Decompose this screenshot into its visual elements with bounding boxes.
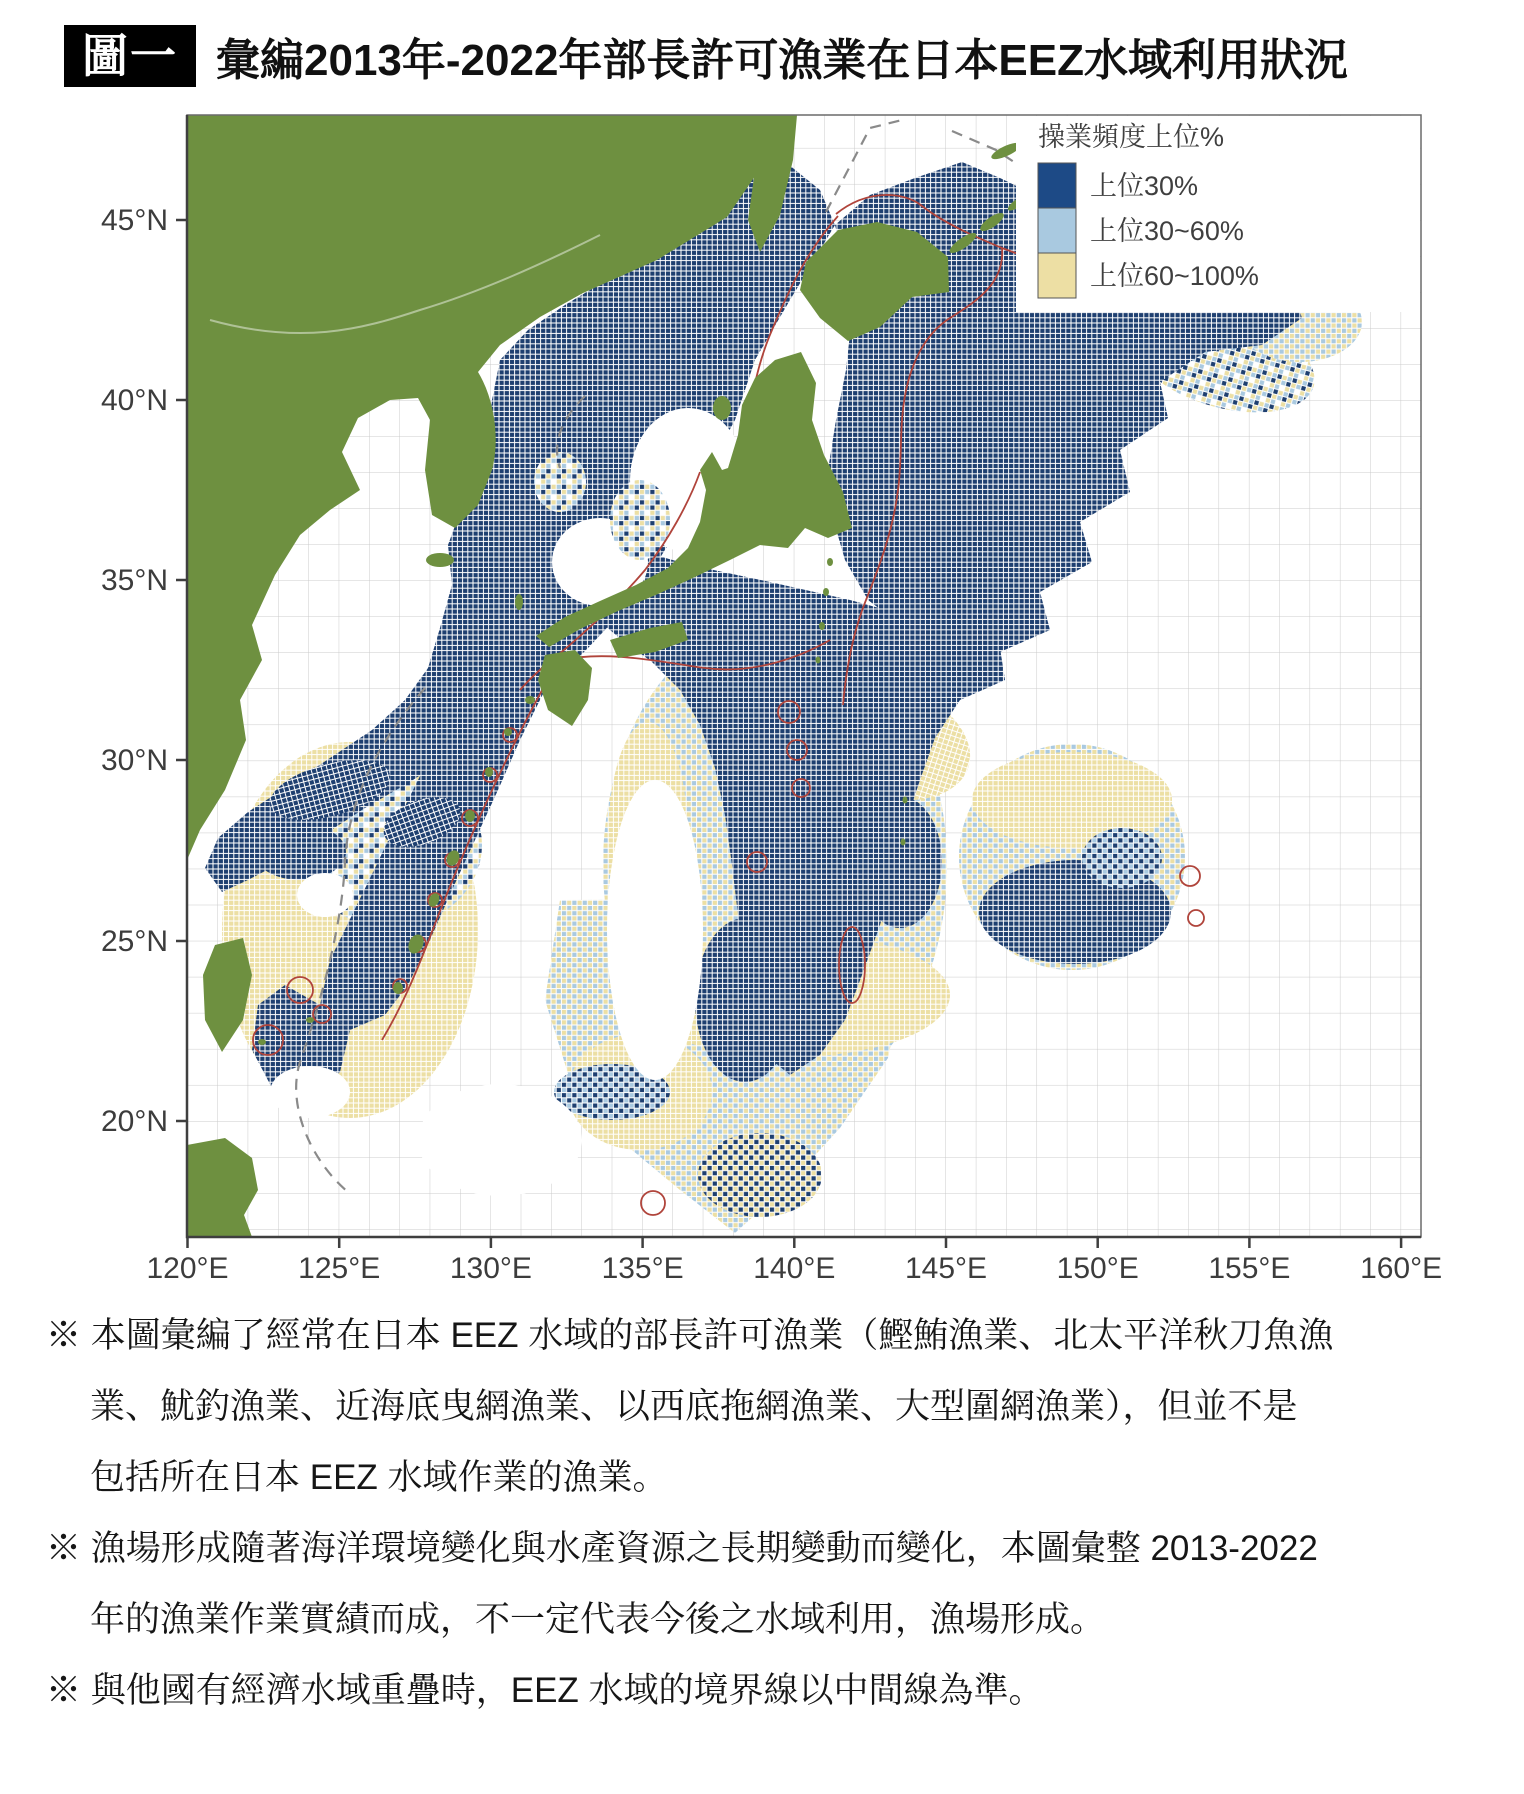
legend-swatch-60-100: [1038, 253, 1076, 298]
x-tick-label: 140°E: [753, 1252, 836, 1285]
x-axis-labels: [146, 1252, 1442, 1285]
y-tick-label: 35°N: [100, 564, 168, 597]
note-1-line-3: 包括所在日本 EEZ 水域作業的漁業。: [90, 1458, 668, 1497]
map-legend: [1016, 116, 1420, 312]
note-3-line-1: ※ 與他國有經濟水域重疊時，EEZ 水域的境界線以中間線為準。: [46, 1671, 1044, 1710]
x-tick-label: 135°E: [601, 1252, 684, 1285]
figure-header: [64, 24, 1494, 88]
legend-swatch-top30: [1038, 163, 1076, 208]
y-tick-label: 30°N: [100, 744, 168, 777]
legend-label-60-100: 上位60~100%: [1090, 261, 1259, 291]
legend-title: 操業頻度上位%: [1038, 122, 1225, 152]
legend-label-top30: 上位30%: [1090, 171, 1199, 201]
note-2-line-1: ※ 漁場形成隨著海洋環境變化與水產資源之長期變動而變化，本圖彙整 2013-2022: [46, 1529, 1318, 1568]
note-1-line-2: 業、魷釣漁業、近海底曳網漁業、以西底拖網漁業、大型圍網漁業），但並不是: [90, 1387, 1298, 1426]
x-tick-label: 145°E: [904, 1252, 988, 1285]
x-tick-label: 150°E: [1056, 1252, 1139, 1285]
footnotes: [46, 1300, 1486, 1726]
y-tick-label: 25°N: [100, 925, 168, 958]
y-tick-label: 20°N: [100, 1105, 168, 1138]
figure-tag: 圖一: [64, 25, 196, 87]
x-tick-label: 120°E: [146, 1252, 229, 1285]
x-tick-label: 155°E: [1208, 1252, 1291, 1285]
y-tick-label: 45°N: [100, 204, 168, 237]
y-axis-labels: [101, 204, 168, 1138]
note-2-line-2: 年的漁業作業實績而成，不一定代表今後之水域利用，漁場形成。: [90, 1600, 1106, 1639]
figure-title: 彙編2013年-2022年部長許可漁業在日本EEZ水域利用狀況: [216, 36, 1348, 85]
y-tick-label: 40°N: [100, 384, 168, 417]
x-tick-label: 160°E: [1360, 1252, 1443, 1285]
note-1-line-1: ※ 本圖彙編了經常在日本 EEZ 水域的部長許可漁業（鰹鮪漁業、北太平洋秋刀魚漁: [46, 1316, 1334, 1355]
legend-swatch-30-60: [1038, 208, 1076, 253]
x-tick-label: 125°E: [298, 1252, 381, 1285]
x-tick-label: 130°E: [449, 1252, 532, 1285]
legend-label-30-60: 上位30~60%: [1090, 216, 1244, 246]
